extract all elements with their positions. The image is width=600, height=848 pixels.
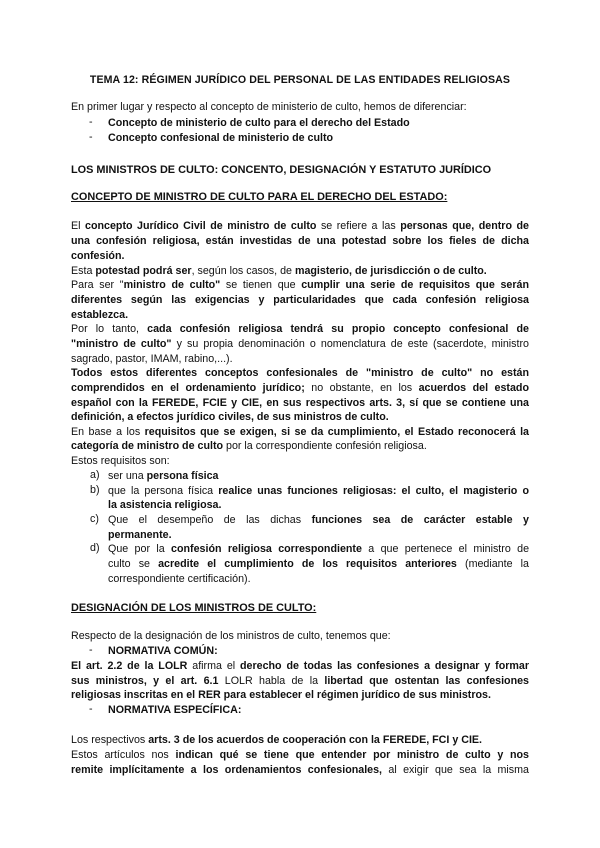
paragraph-line: Esta potestad podrá ser, según los casos, de magisterio, de jurisdicción o de culto.	[71, 265, 487, 277]
list-item: permanente.	[108, 529, 172, 541]
paragraph-line: Por lo tanto, cada confesión religiosa tendrá su propio concepto confesional de	[71, 323, 529, 335]
paragraph-line: En base a los requisitos que se exigen, si se da cumplimiento, el Estado reconocerá la	[71, 426, 530, 438]
section-heading: CONCEPTO DE MINISTRO DE CULTO PARA EL DERECHO DEL ESTADO:	[71, 191, 448, 203]
paragraph-line: sagrado, pastor, IMAM, rabino,...).	[71, 353, 233, 365]
paragraph-line: definición, a efectos jurídico civiles, de sus ministros de culto.	[71, 411, 389, 423]
paragraph-line: El concepto Jurídico Civil de ministro de culto se refiere a las personas que, dentro de	[71, 220, 529, 232]
paragraph-line: sus ministros, y el art. 6.1 LOLR habla de la libertad que ostentan las confesiones	[71, 675, 529, 687]
list-marker: d)	[90, 542, 100, 554]
bullet-dash: -	[89, 644, 93, 656]
paragraph-line: confesión.	[71, 250, 125, 262]
page-title: TEMA 12: RÉGIMEN JURÍDICO DEL PERSONAL DE LAS ENTIDADES RELIGIOSAS	[89, 74, 511, 86]
bullet-dash: -	[89, 703, 93, 715]
paragraph-line: remite implícitamente a los ordenamientos confesionales, al exigir que sea la misma	[71, 764, 529, 776]
paragraph-line: El art. 2.2 de la LOLR afirma el derecho de todas las confesiones a designar y formar	[71, 660, 529, 672]
list-item: Que por la confesión religiosa correspondiente a que pertenece el ministro de	[108, 543, 530, 555]
intro-item: Concepto confesional de ministerio de culto	[108, 132, 334, 144]
subsection-heading: NORMATIVA COMÚN:	[108, 645, 218, 657]
list-item: Que el desempeño de las dichas funciones sea de carácter estable y	[108, 514, 529, 526]
section-heading: LOS MINISTROS DE CULTO: CONCENTO, DESIGNACIÓN Y ESTATUTO JURÍDICO	[71, 164, 492, 176]
paragraph-line: diferentes según las exigencias y particularidades que cada confesión religiosa	[71, 294, 529, 306]
paragraph-line: una confesión religiosa, están investidas de una potestad sobre los fieles de dicha	[71, 235, 529, 247]
intro-text: En primer lugar y respecto al concepto de ministerio de culto, hemos de diferenciar:	[71, 101, 467, 113]
list-marker: b)	[90, 484, 100, 496]
paragraph-line: "ministro de culto" y su propia denominación o nomenclatura de este (sacerdote, ministro	[71, 338, 529, 350]
bullet-dash: -	[89, 131, 93, 143]
list-item: la asistencia religiosa.	[108, 499, 222, 511]
paragraph-line: religiosas inscritas en el RER para establecer el régimen jurídico de sus ministros.	[71, 689, 491, 701]
section-heading: DESIGNACIÓN DE LOS MINISTROS DE CULTO:	[71, 602, 317, 614]
paragraph-line: categoría de ministro de culto por la correspondiente confesión religiosa.	[71, 440, 427, 452]
list-item: culto se acredite el cumplimiento de los requisitos anteriores (mediante la	[108, 558, 529, 570]
paragraph-line: Estos requisitos son:	[71, 455, 170, 467]
paragraph-line: Respecto de la designación de los ministros de culto, tenemos que:	[71, 630, 391, 642]
bullet-dash: -	[89, 116, 93, 128]
paragraph-line: Los respectivos arts. 3 de los acuerdos de cooperación con la FEREDE, FCI y CIE.	[71, 734, 483, 746]
paragraph-line: Estos artículos nos indican qué se tiene que entender por ministro de culto y nos	[71, 749, 529, 761]
list-item: correspondiente certificación).	[108, 573, 251, 585]
list-item: que la persona física realice unas funciones religiosas: el culto, el magisterio o	[108, 485, 529, 497]
subsection-heading: NORMATIVA ESPECÍFICA:	[108, 704, 242, 716]
list-marker: a)	[90, 469, 100, 481]
intro-item: Concepto de ministerio de culto para el derecho del Estado	[108, 117, 410, 129]
paragraph-line: español con la FEREDE, FCIE y CIE, en sus respectivos arts. 3, sí que se contiene una	[71, 397, 529, 409]
paragraph-line: Todos estos diferentes conceptos confesionales de "ministro de culto" no están	[71, 367, 529, 379]
list-item: ser una persona física	[108, 470, 219, 482]
paragraph-line: comprendidos en el ordenamiento jurídico; no obstante, en los acuerdos del estado	[71, 382, 529, 394]
list-marker: c)	[90, 513, 99, 525]
paragraph-line: establezca.	[71, 309, 129, 321]
paragraph-line: Para ser "ministro de culto" se tienen que cumplir una serie de requisitos que serán	[71, 279, 529, 291]
